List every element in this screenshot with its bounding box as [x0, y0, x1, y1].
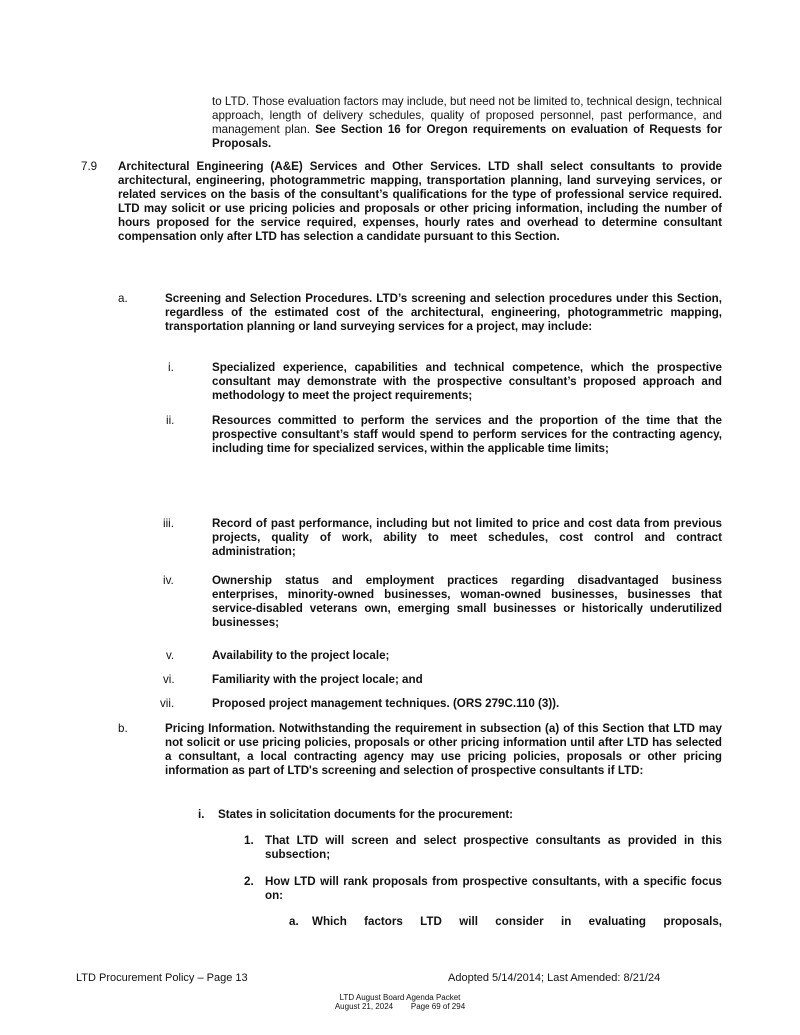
footer-page-label: LTD Procurement Policy – Page 13	[76, 972, 248, 984]
subsection-b-2-number: 2.	[244, 875, 254, 888]
list-item-number: ii.	[166, 414, 175, 427]
footer-adoption-dates: Adopted 5/14/2014; Last Amended: 8/21/24	[448, 972, 661, 984]
subsection-b-2a-number: a.	[289, 915, 299, 928]
subsection-b-i-paragraph: States in solicitation documents for the procurement:	[218, 808, 514, 821]
subsection-b-number: b.	[118, 722, 128, 735]
list-item-number: iii.	[163, 517, 174, 530]
list-item: Ownership status and employment practices regarding disadvantaged business enterprises, minority-owned businesses, woman-owned businesses, businesses that service-disabled veterans own, emerging small businesses or historically underutilized businesses;	[212, 574, 722, 629]
list-item: Familiarity with the project locale; and	[212, 673, 423, 686]
list-item-number: v.	[166, 649, 175, 662]
list-item: Availability to the project locale;	[212, 649, 390, 662]
subsection-b-i-number: i.	[198, 808, 205, 821]
subsection-b-1-number: 1.	[244, 834, 254, 847]
subsection-b-2a-paragraph: Which factors LTD will consider in evaluating proposals,	[312, 915, 722, 928]
intro-text: to LTD. Those evaluation factors may include, but need not be limited to, technical design, technical approach, length of delivery schedules, quality of proposed personnel, past performance, and management plan.	[212, 95, 722, 136]
list-item: Record of past performance, including but not limited to price and cost data from previous projects, quality of work, ability to meet schedules, cost control and contract administration;	[212, 517, 722, 558]
list-item-number: vi.	[163, 673, 175, 686]
subsection-a-number: a.	[118, 292, 128, 305]
section-7-9-paragraph: Architectural Engineering (A&E) Services and Other Services. LTD shall select consultants to provide architectural, engineering, photogrammetric mapping, transportation planning, land surveying services, or related services on the basis of the consultant’s qualifications for the type of professional service required. LTD may solicit or use pricing policies and proposals or other pricing information, including the number of hours proposed for the service required, expenses, hourly rates and overhead to determine consultant compensation only after LTD has selection a candidate pursuant to this Section.	[118, 160, 722, 243]
list-item-number: vii.	[160, 697, 175, 710]
list-item-number: iv.	[163, 574, 174, 587]
subsection-a-paragraph: Screening and Selection Procedures. LTD’s screening and selection procedures under this Section, regardless of the estimated cost of the architectural, engineering, photogrammetric mapping, transportation planning or land surveying services for a project, may include:	[165, 292, 722, 333]
intro-paragraph	[212, 95, 722, 151]
list-item: Specialized experience, capabilities and technical competence, which the prospective consultant may demonstrate with the prospective consultant’s proposed approach and methodology to meet the project requirements;	[212, 361, 722, 402]
packet-title: LTD August Board Agenda Packet	[339, 993, 461, 1002]
list-item: Proposed project management techniques. (ORS 279C.110 (3)).	[212, 697, 560, 710]
intro-bold-reference: See Section 16 for Oregon requirements on evaluation of Requests for Proposals.	[212, 123, 722, 150]
subsection-b-2-paragraph: How LTD will rank proposals from prospective consultants, with a specific focus on:	[265, 875, 722, 902]
packet-page-info: August 21, 2024 Page 69 of 294	[334, 1002, 466, 1011]
subsection-b-paragraph: Pricing Information. Notwithstanding the requirement in subsection (a) of this Section that LTD may not solicit or use pricing policies, proposals or other pricing information until after LTD has selected a consultant, a local contracting agency may use pricing policies, proposals or other pricing information as part of LTD's screening and selection of prospective consultants if LTD:	[165, 722, 722, 777]
section-number: 7.9	[81, 160, 98, 173]
subsection-b-1-paragraph: That LTD will screen and select prospective consultants as provided in this subsection;	[265, 834, 722, 861]
list-item: Resources committed to perform the services and the proportion of the time that the prospective consultant’s staff would spend to perform services for the contracting agency, including time for specialized services, within the applicable time limits;	[212, 414, 722, 455]
list-item-number: i.	[168, 361, 174, 374]
